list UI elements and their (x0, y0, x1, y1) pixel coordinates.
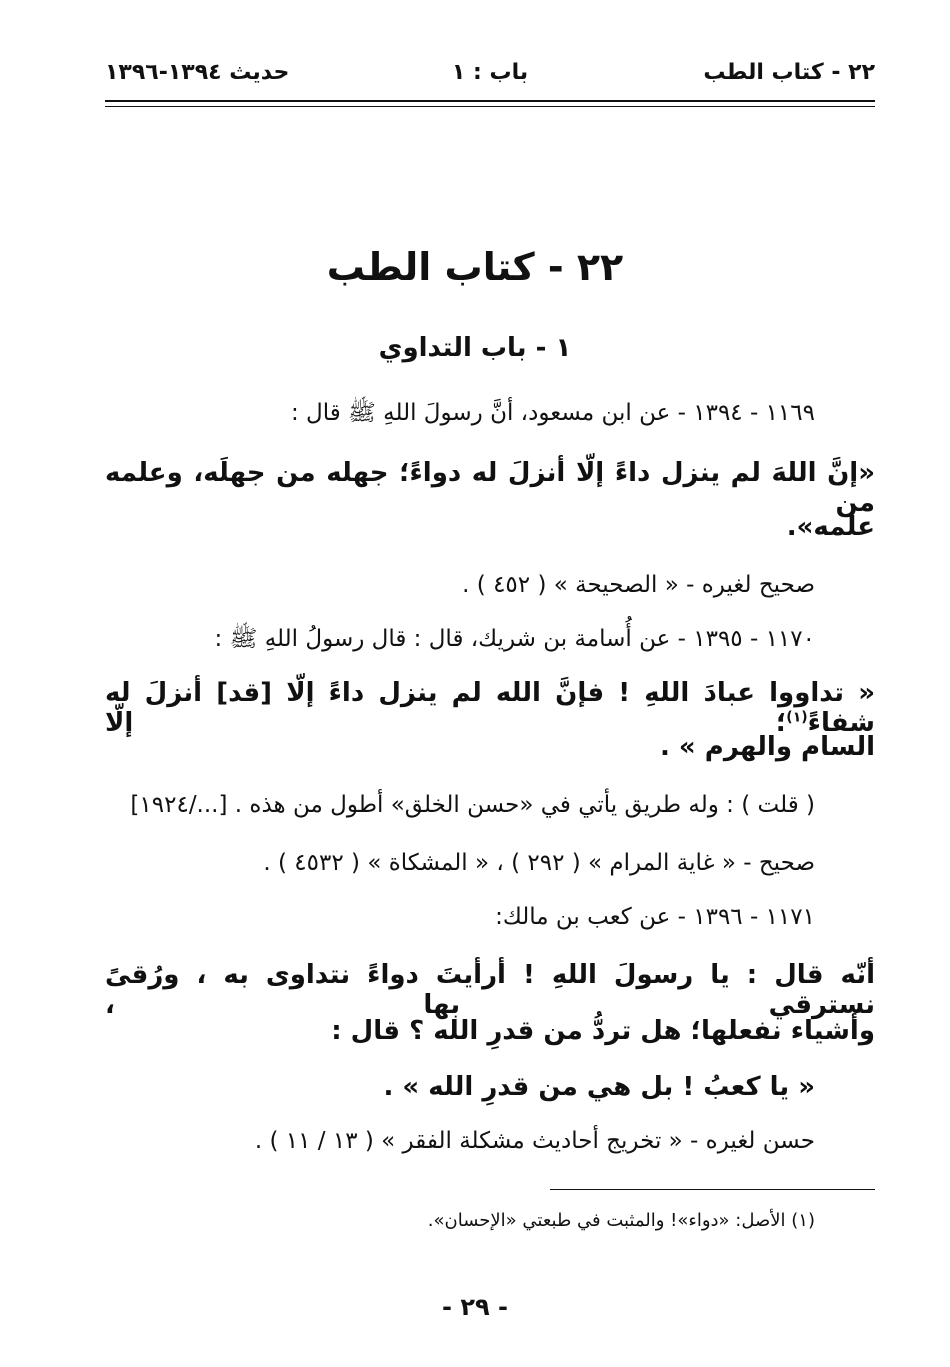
header-book-title: ٢٢ - كتاب الطب (703, 60, 875, 85)
hadith-3-text-line-1: أنّه قال : يا رسولَ اللهِ ! أرأيتَ دواءً نتداوى به ، ورُقىً نسترقي بها ، (105, 960, 875, 1020)
hadith-2-intro: ١١٧٠ - ١٣٩٥ - عن أُسامة بن شريك، قال : قال رسولُ اللهِ ﷺ : (214, 626, 815, 652)
hadith-2-text-line-1 (105, 678, 875, 738)
hadith-3-intro: ١١٧١ - ١٣٩٦ - عن كعب بن مالك: (495, 904, 815, 930)
footnote-text: (١) الأصل: «دواء»! والمثبت في طبعتي «الإحسان». (427, 1210, 815, 1231)
hadith-2-grade: صحيح - « غاية المرام » ( ٢٩٢ ) ، « المشكاة » ( ٤٥٣٢ ) . (263, 850, 815, 876)
hadith-2-note: ( قلت ) : وله طريق يأتي في «حسن الخلق» أطول من هذه . [.../١٩٢٤] (130, 792, 815, 818)
hadith-1-text-line-1: «إنَّ اللهَ لم ينزل داءً إلّا أنزلَ له دواءً؛ جهله من جهلَه، وعلمه من (105, 458, 875, 518)
hadith-2-text-part-b: ؛ إلّا (105, 708, 787, 738)
header-chapter: باب : ١ (451, 60, 529, 85)
hadith-1-grade: صحيح لغيره - « الصحيحة » ( ٤٥٢ ) . (462, 572, 815, 598)
page-number: - ٢٩ - (442, 1293, 508, 1321)
hadith-2-text-part-a: « تداووا عبادَ اللهِ ! فإنَّ الله لم ينزل داءً إلّا [قد] أنزلَ له شفاءً (105, 678, 875, 738)
hadith-3-grade: حسن لغيره - « تخريج أحاديث مشكلة الفقر » ( ١٣ / ١١ ) . (254, 1128, 815, 1154)
hadith-1-intro: ١١٦٩ - ١٣٩٤ - عن ابن مسعود، أنَّ رسولَ اللهِ ﷺ قال : (290, 400, 815, 426)
hadith-1-text-line-2: علمه». (786, 512, 875, 542)
chapter-title: ١ - باب التداوي (378, 333, 572, 363)
header-hadith-range: حديث ١٣٩٤-١٣٩٦ (105, 60, 290, 85)
footnote-separator (550, 1189, 875, 1190)
hadith-3-text-line-3: « يا كعبُ ! بل هي من قدرِ الله » . (383, 1072, 815, 1102)
running-header (105, 60, 875, 100)
hadith-2-text-line-2: السام والهرم » . (659, 732, 875, 762)
book-title: ٢٢ - كتاب الطب (326, 245, 624, 289)
footnote-marker: (١) (786, 709, 808, 726)
header-rule-thick (105, 100, 875, 102)
hadith-3-text-line-2: وأشياء نفعلها؛ هل تردُّ من قدرِ الله ؟ قال : (331, 1016, 875, 1046)
header-rule-thin (105, 106, 875, 107)
